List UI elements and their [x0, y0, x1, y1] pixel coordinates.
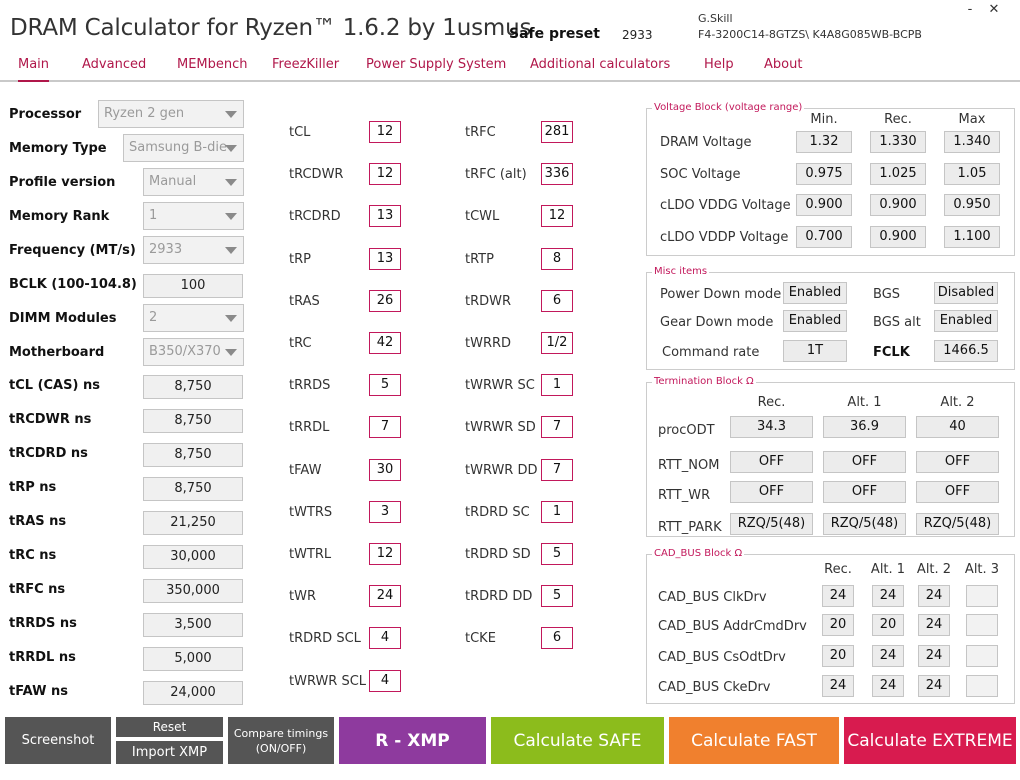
timing-trcdwr-input[interactable]: 12 — [369, 163, 401, 185]
trc-ns-label: tRC ns — [9, 548, 57, 563]
cad-bus-header-rec: Rec. — [824, 562, 852, 577]
profile-version-value: Manual — [149, 174, 197, 189]
termination-rtt-nom-alt-2[interactable]: OFF — [916, 451, 999, 473]
chevron-down-icon — [225, 111, 237, 118]
trcdrd-ns-input[interactable]: 8,750 — [143, 443, 243, 467]
gear-down-value[interactable]: Enabled — [783, 310, 847, 332]
timing-twrwr-dd-label: tWRWR DD — [465, 462, 538, 478]
compare-timings-line2: (ON/OFF) — [255, 741, 307, 755]
power-down-label: Power Down mode — [660, 287, 782, 302]
calculate-safe-button[interactable]: Calculate SAFE — [491, 717, 664, 764]
timing-twtrl-input[interactable]: 12 — [369, 543, 401, 565]
voltage-dram-voltage-min[interactable]: 1.32 — [796, 131, 852, 153]
cad-bus-header-alt-2: Alt. 2 — [916, 562, 952, 577]
dimm-modules-select[interactable] — [143, 304, 244, 332]
timing-twrwr-scl-input[interactable]: 4 — [369, 670, 401, 692]
cad-bus-cad-bus-addrcmddrv-label: CAD_BUS AddrCmdDrv — [658, 619, 807, 634]
safe-preset-value: 2933 — [622, 28, 653, 42]
dimm-modules-label: DIMM Modules — [9, 311, 117, 326]
timing-trrds-input[interactable]: 5 — [369, 374, 401, 396]
processor-label: Processor — [9, 107, 82, 122]
cad-bus-cad-bus-addrcmddrv-alt-1[interactable]: 20 — [872, 614, 904, 636]
voltage-header-min: Min. — [810, 112, 838, 127]
termination-rtt-wr-alt-2[interactable]: OFF — [916, 481, 999, 503]
fclk-label: FCLK — [873, 345, 910, 360]
power-down-value[interactable]: Enabled — [783, 282, 847, 304]
timing-twrrd-input[interactable]: 1/2 — [541, 332, 573, 354]
command-rate-label: Command rate — [662, 345, 760, 360]
calculate-extreme-button[interactable]: Calculate EXTREME — [844, 717, 1016, 764]
tab-membench[interactable]: MEMbench — [177, 57, 248, 72]
termination-rtt-park-label: RTT_PARK — [658, 520, 722, 535]
bgs-value[interactable]: Disabled — [934, 282, 998, 304]
frequency-select[interactable] — [143, 236, 244, 264]
tfaw-ns-label: tFAW ns — [9, 684, 68, 699]
cad-bus-header-alt-3: Alt. 3 — [964, 562, 1000, 577]
bgs-alt-label: BGS alt — [873, 315, 921, 330]
timing-tcl-label: tCL — [289, 125, 311, 140]
termination-rtt-nom-alt-1[interactable]: OFF — [823, 451, 906, 473]
tab-about[interactable]: About — [764, 57, 803, 72]
profile-version-select[interactable] — [143, 168, 244, 196]
processor-value: Ryzen 2 gen — [104, 106, 185, 121]
voltage-cldo-vddp-voltage-rec[interactable]: 0.900 — [870, 226, 926, 248]
tcl-cas-ns-input[interactable]: 8,750 — [143, 375, 243, 399]
termination-header-alt-1: Alt. 1 — [847, 395, 882, 410]
memory-type-label: Memory Type — [9, 141, 107, 156]
memory-type-select[interactable] — [123, 134, 244, 162]
voltage-header-rec: Rec. — [884, 112, 912, 127]
motherboard-select[interactable] — [143, 338, 244, 366]
termination-header-rec: Rec. — [757, 395, 786, 410]
timing-tfaw-input[interactable]: 30 — [369, 459, 401, 481]
cad-bus-cad-bus-clkdrv-alt-3[interactable] — [966, 585, 998, 607]
tab-additional-calculators[interactable]: Additional calculators — [530, 57, 671, 72]
misc-block-title: Misc items — [654, 266, 708, 277]
timing-twtrs-input[interactable]: 3 — [369, 501, 401, 523]
cad-bus-cad-bus-ckedrv-alt-1[interactable]: 24 — [872, 675, 904, 697]
cad-bus-cad-bus-addrcmddrv-alt-3[interactable] — [966, 614, 998, 636]
trfc-ns-input[interactable]: 350,000 — [143, 579, 243, 603]
timing-trdrd-dd-label: tRDRD DD — [465, 589, 533, 605]
frequency-value: 2933 — [149, 242, 183, 257]
chevron-down-icon — [225, 315, 237, 322]
compare-timings-line1: Compare timings — [233, 726, 329, 740]
timing-twtrl-label: tWTRL — [289, 547, 332, 562]
voltage-cldo-vddg-voltage-rec[interactable]: 0.900 — [870, 194, 926, 216]
trcdwr-ns-label: tRCDWR ns — [9, 412, 92, 427]
timing-tfaw-label: tFAW — [289, 462, 322, 478]
voltage-soc-voltage-rec[interactable]: 1.025 — [870, 163, 926, 185]
tcl-cas-ns-label: tCL (CAS) ns — [9, 378, 100, 393]
memory-part-number: F4-3200C14-8GTZS\ K4A8G085WB-BCPB — [698, 28, 922, 41]
timing-tcwl-label: tCWL — [465, 209, 500, 225]
timing-tras-input[interactable]: 26 — [369, 290, 401, 312]
termination-rtt-nom-rec[interactable]: OFF — [730, 451, 813, 473]
timing-trcdrd-input[interactable]: 13 — [369, 205, 401, 227]
timing-tcke-label: tCKE — [465, 631, 496, 647]
voltage-dram-voltage-label: DRAM Voltage — [660, 135, 752, 150]
timing-tcke-input[interactable]: 6 — [541, 627, 573, 649]
cad-bus-cad-bus-clkdrv-rec[interactable]: 24 — [822, 585, 854, 607]
close-icon[interactable]: ✕ — [988, 2, 1000, 17]
timing-trdwr-input[interactable]: 6 — [541, 290, 573, 312]
timing-trrdl-label: tRRDL — [289, 420, 330, 436]
timing-twrrd-label: tWRRD — [465, 336, 512, 351]
trrds-ns-input[interactable]: 3,500 — [143, 613, 243, 637]
tras-ns-label: tRAS ns — [9, 514, 67, 529]
voltage-soc-voltage-label: SOC Voltage — [660, 166, 741, 182]
compare-timings-button[interactable] — [228, 717, 334, 764]
cad-bus-header-alt-1: Alt. 1 — [870, 562, 906, 577]
timing-trrds-label: tRRDS — [289, 378, 331, 394]
main-nav — [0, 52, 1020, 82]
chevron-down-icon — [225, 349, 237, 356]
memory-rank-label: Memory Rank — [9, 209, 110, 224]
cad-bus-cad-bus-csodtdrv-rec[interactable]: 20 — [822, 645, 854, 667]
cad-bus-cad-bus-clkdrv-alt-2[interactable]: 24 — [918, 585, 950, 607]
profile-version-label: Profile version — [9, 175, 116, 190]
timing-trrdl-input[interactable]: 7 — [369, 416, 401, 438]
timing-twrwr-scl-label: tWRWR SCL — [289, 673, 367, 689]
timing-twrwr-dd-input[interactable]: 7 — [541, 459, 573, 481]
termination-rtt-nom-label: RTT_NOM — [658, 458, 720, 473]
trcdwr-ns-input[interactable]: 8,750 — [143, 409, 243, 433]
motherboard-label: Motherboard — [9, 345, 105, 360]
cad-bus-cad-bus-addrcmddrv-rec[interactable]: 20 — [822, 614, 854, 636]
cad-bus-cad-bus-addrcmddrv-alt-2[interactable]: 24 — [918, 614, 950, 636]
gear-down-label: Gear Down mode — [660, 315, 774, 330]
trfc-ns-label: tRFC ns — [9, 582, 66, 597]
timing-trdrd-scl-label: tRDRD SCL — [289, 631, 361, 647]
timing-trdrd-sd-label: tRDRD SD — [465, 547, 531, 562]
tab-advanced[interactable]: Advanced — [82, 57, 147, 72]
cad-bus-cad-bus-csodtdrv-label: CAD_BUS CsOdtDrv — [658, 650, 786, 665]
timing-twr-input[interactable]: 24 — [369, 585, 401, 607]
voltage-dram-voltage-rec[interactable]: 1.330 — [870, 131, 926, 153]
voltage-cldo-vddg-voltage-label: cLDO VDDG Voltage — [660, 198, 791, 213]
bclk-input[interactable]: 100 — [143, 274, 243, 298]
termination-rtt-wr-label: RTT_WR — [658, 488, 711, 503]
dimm-modules-value: 2 — [149, 310, 158, 325]
timing-trtp-label: tRTP — [465, 251, 494, 267]
cad-bus-cad-bus-clkdrv-label: CAD_BUS ClkDrv — [658, 590, 767, 605]
trcdrd-ns-label: tRCDRD ns — [9, 446, 88, 461]
cad-bus-cad-bus-csodtdrv-alt-2[interactable]: 24 — [918, 645, 950, 667]
voltage-soc-voltage-max[interactable]: 1.05 — [944, 163, 1000, 185]
timing-twrwr-sd-input[interactable]: 7 — [541, 416, 573, 438]
tfaw-ns-input[interactable]: 24,000 — [143, 681, 243, 705]
timing-twrwr-sd-label: tWRWR SD — [465, 420, 536, 436]
voltage-block-title: Voltage Block (voltage range) — [654, 102, 803, 113]
termination-rtt-park-alt-1[interactable]: RZQ/5(48) — [823, 513, 906, 535]
command-rate-value[interactable]: 1T — [783, 340, 847, 362]
import-xmp-button[interactable]: Import XMP — [116, 741, 223, 764]
memory-rank-select[interactable] — [143, 202, 244, 230]
screenshot-button[interactable]: Screenshot — [5, 717, 111, 764]
trrdl-ns-label: tRRDL ns — [9, 650, 76, 665]
memory-type-value: Samsung B-die — [129, 140, 227, 155]
timing-trfc-alt-label: tRFC (alt) — [465, 167, 527, 183]
chevron-down-icon — [225, 179, 237, 186]
memory-vendor: G.Skill — [698, 12, 733, 25]
voltage-cldo-vddp-voltage-min[interactable]: 0.700 — [796, 226, 852, 248]
timing-trcdwr-label: tRCDWR — [289, 167, 344, 183]
timing-trdrd-dd-input[interactable]: 5 — [541, 585, 573, 607]
cad-bus-cad-bus-csodtdrv-alt-1[interactable]: 24 — [872, 645, 904, 667]
cad-bus-cad-bus-ckedrv-label: CAD_BUS CkeDrv — [658, 680, 771, 695]
termination-rtt-wr-alt-1[interactable]: OFF — [823, 481, 906, 503]
frequency-label: Frequency (MT/s) — [9, 243, 136, 258]
voltage-soc-voltage-min[interactable]: 0.975 — [796, 163, 852, 185]
termination-rtt-park-rec[interactable]: RZQ/5(48) — [730, 513, 813, 535]
r-xmp-button[interactable]: R - XMP — [339, 717, 486, 764]
timing-twr-label: tWR — [289, 589, 316, 605]
cad-bus-cad-bus-csodtdrv-alt-3[interactable] — [966, 645, 998, 667]
trp-ns-label: tRP ns — [9, 480, 57, 495]
timing-tras-label: tRAS — [289, 293, 320, 309]
cad-bus-cad-bus-clkdrv-alt-1[interactable]: 24 — [872, 585, 904, 607]
termination-procodt-alt-1[interactable]: 36.9 — [823, 416, 906, 438]
timing-twrwr-sc-input[interactable]: 1 — [541, 374, 573, 396]
termination-block-title: Termination Block Ω — [654, 376, 754, 387]
chevron-down-icon — [225, 213, 237, 220]
voltage-cldo-vddg-voltage-max[interactable]: 0.950 — [944, 194, 1000, 216]
voltage-cldo-vddp-voltage-max[interactable]: 1.100 — [944, 226, 1000, 248]
cad-bus-cad-bus-ckedrv-rec[interactable]: 24 — [822, 675, 854, 697]
motherboard-value: B350/X370 — [149, 344, 221, 359]
termination-procodt-alt-2[interactable]: 40 — [916, 416, 999, 438]
minimize-icon[interactable]: - — [967, 2, 973, 17]
termination-procodt-rec[interactable]: 34.3 — [730, 416, 813, 438]
cad-bus-cad-bus-ckedrv-alt-3[interactable] — [966, 675, 998, 697]
tras-ns-input[interactable]: 21,250 — [143, 511, 243, 535]
timing-tcl-input[interactable]: 12 — [369, 121, 401, 143]
timing-trp-input[interactable]: 13 — [369, 248, 401, 270]
timing-tcwl-input[interactable]: 12 — [541, 205, 573, 227]
timing-trc-label: tRC — [289, 336, 312, 351]
trc-ns-input[interactable]: 30,000 — [143, 545, 243, 569]
memory-rank-value: 1 — [149, 208, 158, 223]
processor-select[interactable] — [98, 100, 244, 128]
voltage-header-max: Max — [958, 112, 986, 127]
tab-help[interactable]: Help — [704, 57, 734, 72]
chevron-down-icon — [225, 145, 237, 152]
timing-trp-label: tRP — [289, 251, 311, 267]
reset-button[interactable]: Reset — [116, 717, 223, 737]
termination-rtt-park-alt-2[interactable]: RZQ/5(48) — [916, 513, 999, 535]
termination-header-alt-2: Alt. 2 — [940, 395, 975, 410]
voltage-cldo-vddg-voltage-min[interactable]: 0.900 — [796, 194, 852, 216]
timing-trfc-alt-input[interactable]: 336 — [541, 163, 573, 185]
tab-main[interactable]: Main — [18, 57, 49, 82]
timing-twtrs-label: tWTRS — [289, 504, 333, 520]
timing-trfc-input[interactable]: 281 — [541, 121, 573, 143]
app-title: DRAM Calculator for Ryzen™ 1.6.2 by 1usmus — [10, 15, 532, 41]
tab-freezkiller[interactable]: FreezKiller — [272, 57, 340, 72]
bgs-alt-value[interactable]: Enabled — [934, 310, 998, 332]
timing-trc-input[interactable]: 42 — [369, 332, 401, 354]
timing-trdrd-scl-input[interactable]: 4 — [369, 627, 401, 649]
timing-trdrd-sd-input[interactable]: 5 — [541, 543, 573, 565]
trrdl-ns-input[interactable]: 5,000 — [143, 647, 243, 671]
timing-trdrd-sc-input[interactable]: 1 — [541, 501, 573, 523]
termination-rtt-wr-rec[interactable]: OFF — [730, 481, 813, 503]
tab-power-supply[interactable]: Power Supply System — [366, 57, 507, 72]
timing-trdwr-label: tRDWR — [465, 293, 512, 309]
timing-trcdrd-label: tRCDRD — [289, 209, 341, 225]
timing-trfc-label: tRFC — [465, 125, 496, 140]
trp-ns-input[interactable]: 8,750 — [143, 477, 243, 501]
trrds-ns-label: tRRDS ns — [9, 616, 77, 631]
voltage-dram-voltage-max[interactable]: 1.340 — [944, 131, 1000, 153]
cad-bus-block-title: CAD_BUS Block Ω — [654, 548, 743, 559]
safe-preset-label: Safe preset — [509, 26, 600, 42]
fclk-value[interactable]: 1466.5 — [934, 340, 998, 362]
cad-bus-cad-bus-ckedrv-alt-2[interactable]: 24 — [918, 675, 950, 697]
timing-trdrd-sc-label: tRDRD SC — [465, 504, 530, 520]
voltage-cldo-vddp-voltage-label: cLDO VDDP Voltage — [660, 229, 789, 245]
timing-trtp-input[interactable]: 8 — [541, 248, 573, 270]
termination-procodt-label: procODT — [658, 423, 715, 438]
timing-twrwr-sc-label: tWRWR SC — [465, 378, 535, 394]
chevron-down-icon — [225, 247, 237, 254]
calculate-fast-button[interactable]: Calculate FAST — [669, 717, 839, 764]
bclk-label: BCLK (100-104.8) — [9, 277, 137, 292]
bgs-label: BGS — [873, 287, 901, 302]
